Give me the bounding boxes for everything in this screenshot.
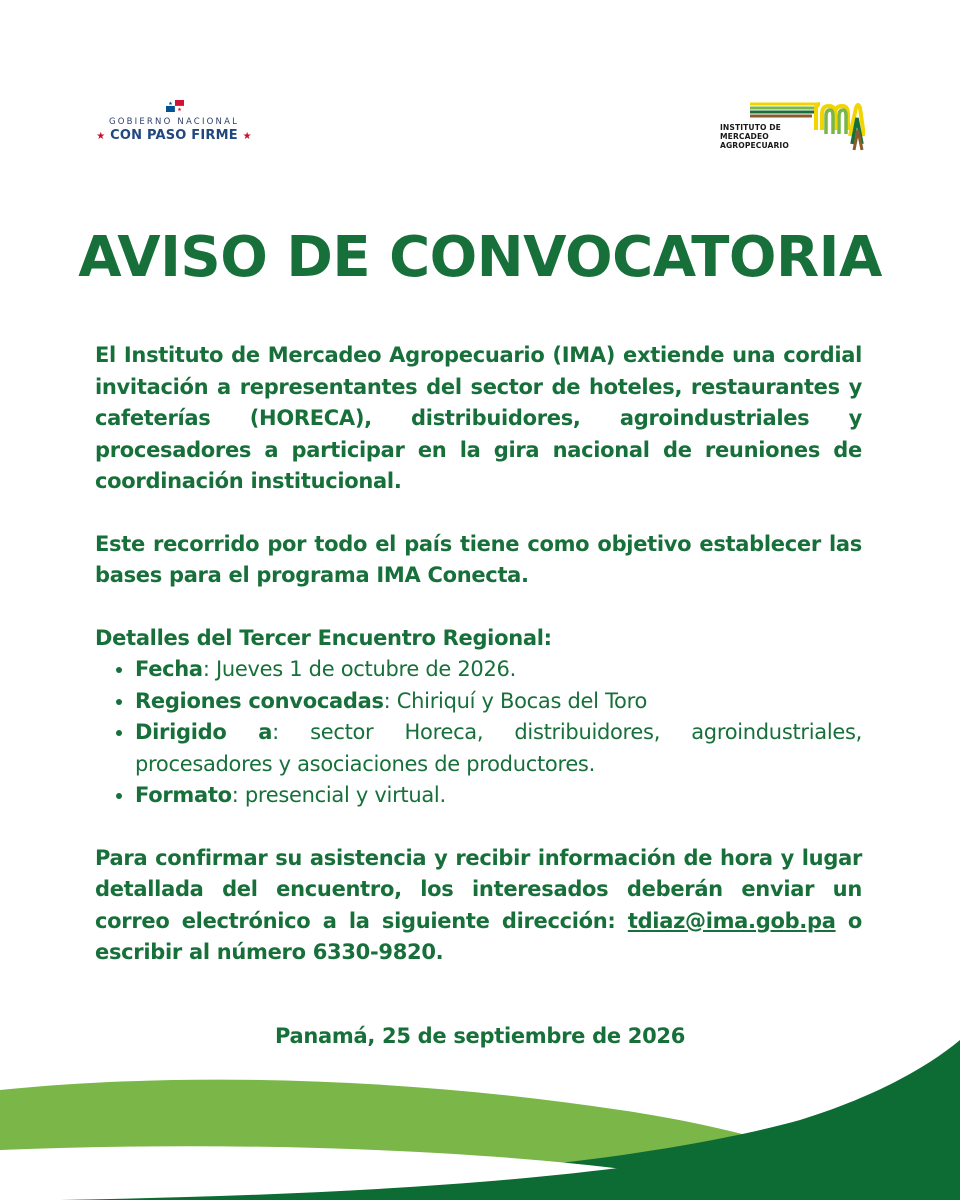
ima-logo bbox=[720, 100, 865, 155]
detail-value: : Jueves 1 de octubre de 2026. bbox=[202, 657, 516, 681]
intro-paragraph: El Instituto de Mercadeo Agropecuario (IMA) extiende una cordial invitación a representantes del sector de hoteles, restaurantes y cafeterías (HORECA), distribuidores, agroindustriales y procesadores a participar en la gira nacional de reuniones de coordinación institucional. bbox=[95, 343, 862, 493]
detail-item-dirigido bbox=[135, 717, 862, 780]
details-heading: Detalles del Tercer Encuentro Regional: bbox=[95, 625, 552, 650]
gov-logo-line2 bbox=[94, 128, 254, 143]
detail-label: Formato bbox=[135, 783, 232, 807]
gov-logo-slogan: CON PASO FIRME bbox=[110, 128, 238, 143]
detail-label: Dirigido a bbox=[135, 720, 273, 744]
gov-logo-line1: GOBIERNO NACIONAL bbox=[108, 117, 240, 127]
detail-value: : presencial y virtual. bbox=[231, 783, 446, 807]
ima-logo-line3: AGROPECUARIO bbox=[720, 141, 789, 150]
detail-item-formato bbox=[135, 780, 862, 812]
star-icon: ★ bbox=[242, 131, 252, 142]
detail-item-fecha bbox=[135, 654, 862, 686]
contact-paragraph bbox=[95, 843, 862, 969]
date-line: Panamá, 25 de septiembre de 2026 bbox=[274, 1024, 686, 1048]
ima-logo-line2: MERCADEO bbox=[720, 132, 769, 141]
contact-text-before: Para confirmar su asistencia y recibir información de hora y lugar detallada del encuentro, los interesados deberán enviar un correo electrónico a la siguiente dirección: bbox=[95, 845, 862, 933]
detail-label: Regiones convocadas bbox=[135, 688, 384, 713]
ima-logo-text bbox=[720, 123, 789, 150]
panama-flag-icon bbox=[166, 100, 184, 112]
detail-value: : Chiriquí y Bocas del Toro bbox=[383, 688, 647, 713]
decorative-wave-footer bbox=[0, 1030, 960, 1200]
detail-item-regiones bbox=[135, 686, 862, 718]
contact-text-after: o escribir al número 6330-9820. bbox=[95, 908, 863, 964]
page-title: AVISO DE CONVOCATORIA bbox=[78, 225, 882, 290]
ima-logo-line1: INSTITUTO DE bbox=[720, 123, 781, 132]
purpose-paragraph: Este recorrido por todo el país tiene como objetivo establecer las bases para el programa IMA Conecta. bbox=[95, 531, 862, 587]
detail-label: Fecha bbox=[135, 657, 203, 681]
email-link[interactable]: tdiaz@ima.gob.pa bbox=[627, 908, 836, 933]
gobierno-nacional-logo bbox=[94, 100, 254, 150]
star-icon: ★ bbox=[96, 131, 106, 142]
announcement-body bbox=[95, 340, 862, 969]
details-list bbox=[95, 654, 862, 812]
detail-value: : sector Horeca, distribuidores, agroindustriales, procesadores y asociaciones de productores. bbox=[135, 720, 863, 776]
